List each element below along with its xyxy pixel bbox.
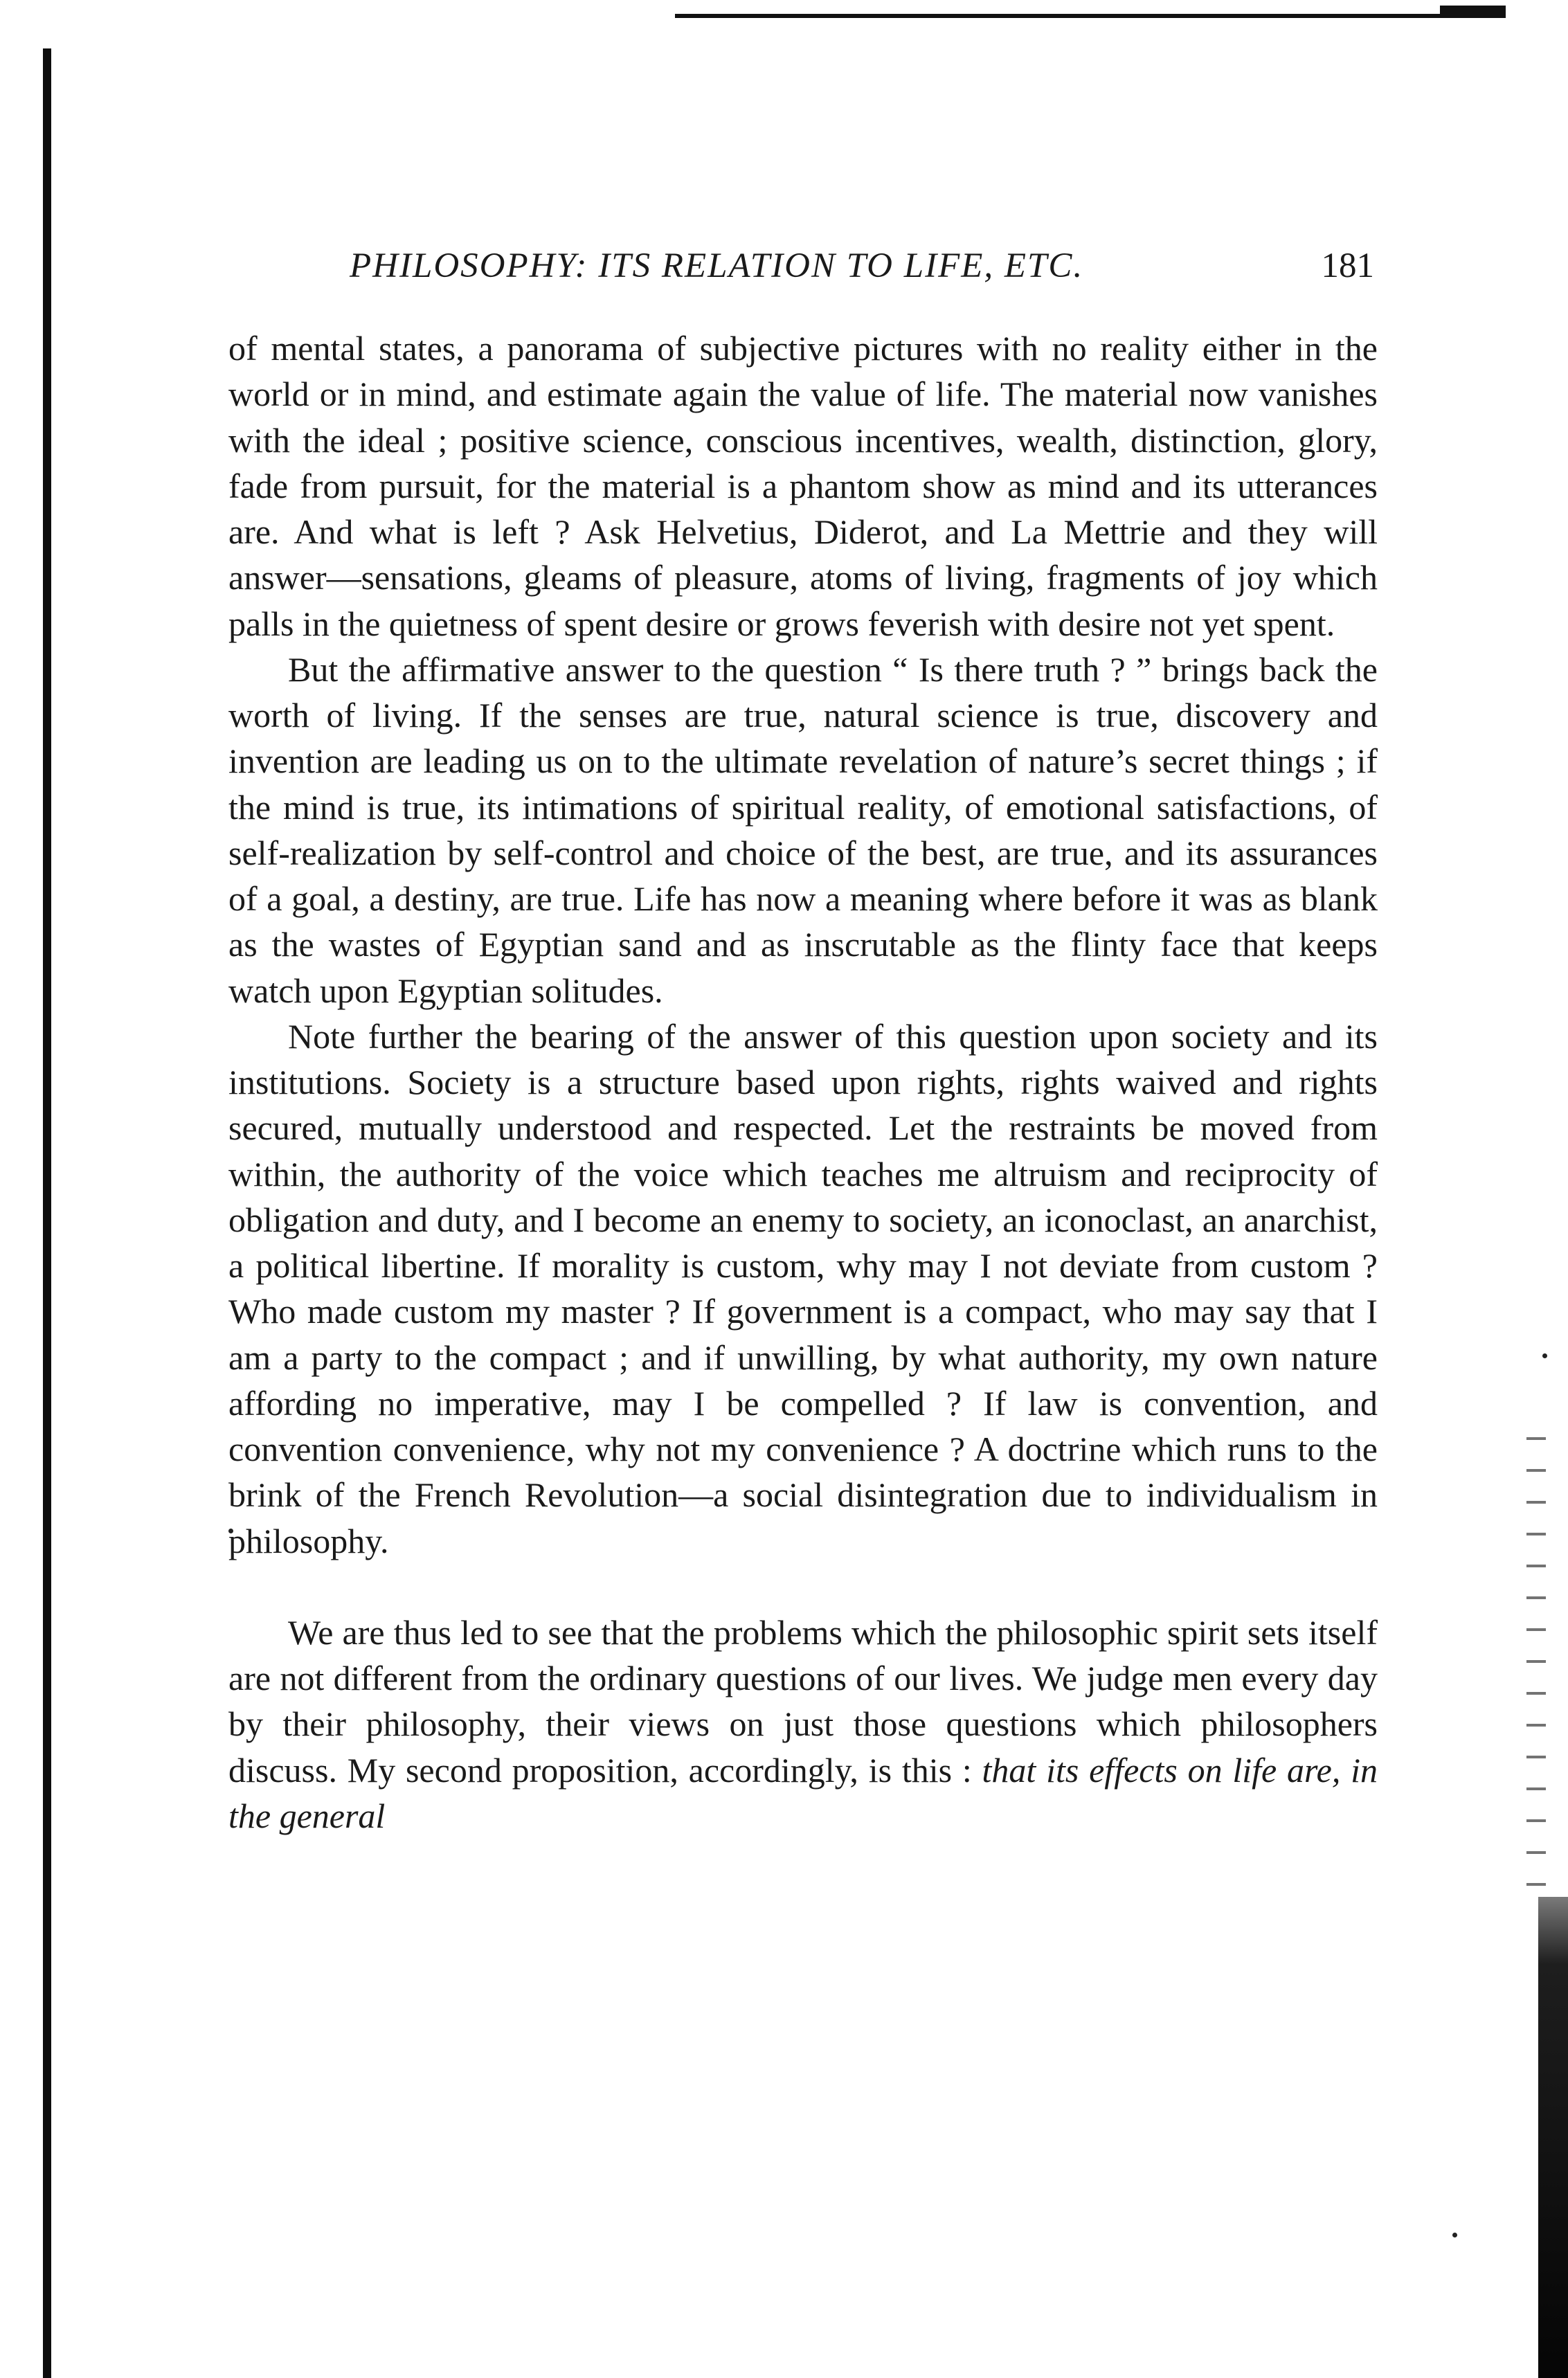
paragraph-3: Note further the bearing of the answer of this question upon society and its institutions. Society is a structure based upon rights, rights waived and rights secured, mutually understood and respected. Let the restraints be moved from within, the authority of the voice which teaches me altruism and reciprocity of obligation and duty, and I become an enemy to society, an iconoclast, an anarchist, a political libertine. If morality is custom, why may I not deviate from custom ? Who made custom my master ? If government is a compact, who may say that I am a party to the compact ; and if unwilling, by what authority, my own nature affording no imperative, may I be compelled ? If law is convention, and convention convenience, why not my convenience ? A doctrine which runs to the brink of the French Revolution—a social disintegration due to individualism in philosophy. xyxy=(228,1016,1378,1560)
scan-speck xyxy=(1452,2233,1457,2237)
right-scan-edge xyxy=(1538,1897,1568,2378)
running-head xyxy=(350,241,1374,291)
page-number: 181 xyxy=(1321,246,1374,285)
top-scan-rule-tab xyxy=(1440,6,1506,18)
text-column xyxy=(228,325,1378,1839)
running-head-title: PHILOSOPHY: ITS RELATION TO LIFE, ETC. xyxy=(350,246,1084,285)
paragraph-4 xyxy=(228,1610,1378,1839)
paragraph-2: But the affirmative answer to the question “ Is there truth ? ” brings back the worth of living. If the senses are true, natural science is true, discovery and invention are leading us on to the ultimate revelation of nature’s secret things ; if the mind is true, its intimations of spiritual reality, of emotional satisfactions, of self-realization by self-control and choice of the best, are true, and its assurances of a goal, a destiny, are true. Life has now a meaning where before it was as blank as the wastes of Egyptian sand and as inscrutable as the flinty face that keeps watch upon Egyptian solitudes. xyxy=(228,649,1378,1010)
left-scan-border xyxy=(43,48,51,2378)
top-scan-rule xyxy=(675,14,1506,18)
paragraph-1: of mental states, a panorama of subjective pictures with no reality either in the world or in mind, and estimate again the value of life. The material now vanishes with the ideal ; positive science, conscious incentives, wealth, distinction, glory, fade from pursuit, for the material is a phantom show as mind and its utterances are. And what is left ? Ask Helvetius, Diderot, and La Mettrie and they will answer—sensations, gleams of pleasure, atoms of living, fragments of joy which palls in the quietness of spent desire or grows feverish with desire not yet spent. xyxy=(228,329,1378,643)
paragraph-4-text: We are thus led to see that the problems which the philosophic spirit sets itself are not different from the ordinary questions of our lives. We judge men every day by their philosophy, their views on just those questions which philosophers discuss. My second proposition, accordingly, is this : xyxy=(228,1612,1378,1790)
paragraph-4-italic: that its effects on life are, in the general xyxy=(228,1750,1378,1835)
scan-speck xyxy=(1542,1353,1547,1358)
right-scan-speckle xyxy=(1526,1426,1546,1897)
